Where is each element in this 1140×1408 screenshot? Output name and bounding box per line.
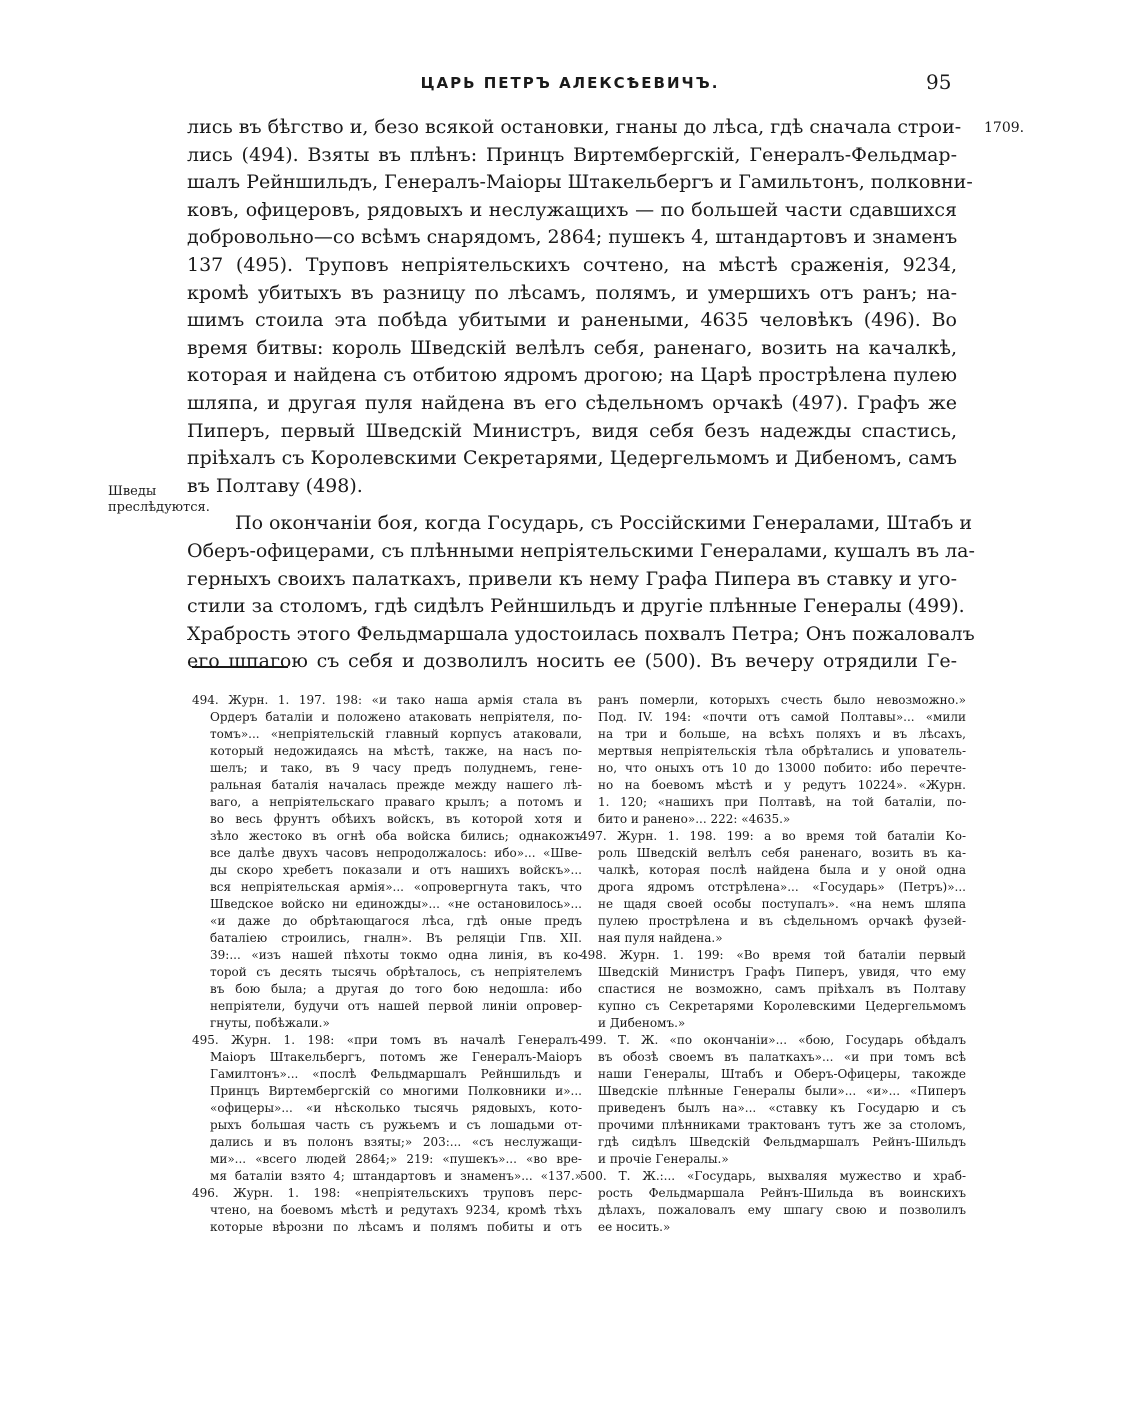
footnote-line: 500. Т. Ж.:... «Государь, выхваляя мужество и храб- [580,1169,966,1183]
footnote-line: ми»... «всего людей 2864;» 219: «пушекъ»... «во вре- [210,1152,582,1166]
footnote-line: чалкѣ, которая послѣ найдена была и у оной одна [598,863,966,877]
footnote-line: ваго, а непріятельскаго праваго крылъ; а потомъ и [210,795,582,809]
body-line: его шпагою съ себя и дозволилъ носить ее (500). Въ вечеру отрядили Ге- [187,650,957,673]
footnote-line: но, что оныхъ отъ 10 до 13000 побито: ибо перечте- [598,761,966,775]
margin-side-note: Шведы преслѣдуются. [108,484,210,515]
footnote-line: Гамилтонъ»... «послѣ Фельдмаршалъ Рейншильдъ и [210,1067,582,1081]
footnote-line: но на боевомъ мѣстѣ и у редутъ 10224». «Журн. [598,778,966,792]
footnote-line: 494. Журн. 1. 197. 198: «и тако наша армія стала въ [192,693,582,707]
footnote-line: 498. Журн. 1. 199: «Во время той баталіи первый [580,948,966,962]
footnote-line: бито и ранено»... 222: «4635.» [598,812,791,826]
body-line: добровольно—со всѣмъ снарядомъ, 2864; пушекъ 4, штандартовъ и знаменъ [187,226,958,249]
body-text [187,114,975,676]
footnote-line: Шведскій Министръ Графъ Пиперъ, увидя, что ему [598,965,966,979]
footnote-line: роль Шведскій велѣлъ себя раненаго, возить въ ка- [598,846,966,860]
footnote-line: гнуты, побѣжали.» [210,1016,330,1030]
body-line: По окончаніи боя, когда Государь, съ Россійскими Генералами, Штабъ и [235,512,973,535]
footnote-line: во весь фрунтъ обѣихъ войскъ, въ которой хотя и [210,812,582,826]
footnote-line: 495. Журн. 1. 198: «при томъ въ началѣ Генералъ- [192,1033,582,1047]
footnote-line: 497. Журн. 1. 198. 199: а во время той баталіи Ко- [580,829,966,843]
footnote-line: Шведское войско ни единожды»... «не остановилось»... [210,897,582,911]
footnote-line: не щадя своей особы поступалъ». «на немъ шляпа [598,897,966,911]
footnote-line: Под. IV. 194: «почти отъ самой Полтавы»... «мили [598,710,966,724]
footnote-line: спастися не возможно, самъ пріѣхалъ въ Полтаву [598,982,966,996]
footnote-line: ная пуля найдена.» [598,931,723,945]
footnote-line: дрога ядромъ отстрѣлена»... «Государь» (Петръ)»... [598,880,966,894]
footnote-line: все далѣе двухъ часовъ непродолжалось: ибо»... «Шве- [210,846,582,860]
footnote-line: чтено, на боевомъ мѣстѣ и редутахъ 9234, кромѣ тѣхъ [210,1203,582,1217]
footnote-line: Маіоръ Штакельбергъ, потомъ же Генералъ-Маіоръ [210,1050,582,1064]
footnote-line: ды скоро хребетъ показали и отъ нашихъ войскъ»... [210,863,582,877]
footnote-line: рыхъ большая часть съ ружьемъ и съ лошадьми от- [210,1118,582,1132]
footnote-line: непріятели, будучи отъ нашей первой линіи опровер- [210,999,582,1013]
footnote-line: ее носить.» [598,1220,671,1234]
body-line: шляпа, и другая пуля найдена въ его сѣдельномъ орчакѣ (497). Графъ же [187,391,957,414]
footnote-line: «офицеры»... «и нѣсколько тысячь рядовыхъ, кото- [210,1101,582,1115]
footnote-line: наши Генералы, Штабъ и Оберъ-Офицеры, такожде [598,1067,966,1081]
body-line: Храбрость этого Фельдмаршала удостоилась похвалъ Петра; Онъ пожаловалъ [187,622,975,645]
footnote-line: Ордеръ баталіи и положено атаковать непріятеля, по- [210,710,582,724]
footnote-line: томъ»... «непріятельскій главный корпусъ атаковали, [210,727,582,741]
footnote-line: баталіею строились, гналн». Въ реляціи Гпв. XII. [210,931,582,945]
footnote-line: который недожидаясь на мѣстѣ, также, на насъ по- [210,744,582,758]
body-line: 137 (495). Труповъ непріятельскихъ сочтено, на мѣстѣ сраженія, 9234, [187,253,957,276]
body-line: шимъ стоила эта побѣда убитыми и ранеными, 4635 человѣкъ (496). Во [187,309,957,332]
footnote-line: въ бою была; а другая до того бою недошла: ибо [210,982,582,996]
footnote-line: торой съ десять тысячь обрѣталось, съ непріятелемъ [210,965,582,979]
footnote-line: въ обозѣ своемъ въ палаткахъ»... «и при томъ всѣ [598,1050,966,1064]
footnote-line: мя баталіи взято 4; штандартовъ и знаменъ»... «137.» [210,1169,582,1183]
footnotes-right-column [580,692,966,1236]
footnote-line: Принцъ Виртембергскій со многими Полковники и»... [210,1084,582,1098]
page-number: 95 [926,70,952,94]
body-line: шалъ Рейншильдъ, Генералъ-Маіоры Штакельбергъ и Гамильтонъ, полковни- [187,171,973,194]
footnote-line: дались и въ полонъ взяты;» 203:... «съ неслужащи- [210,1135,582,1149]
footnote-line: и прочіе Генералы.» [598,1152,729,1166]
body-line: Оберъ-офицерами, съ плѣнными непріятельскими Генералами, кушалъ въ ла- [187,539,975,562]
footnote-line: рость Фельдмаршала Рейнъ-Шильда въ воинскихъ [598,1186,966,1200]
footnote-line: ранъ померли, которыхъ счесть было невозможно.» [598,693,966,707]
footnote-line: которые вѣрозни по лѣсамъ и полямъ побиты и отъ [210,1220,582,1234]
body-line: время битвы: король Шведскій велѣлъ себя, раненаго, возить на качалкѣ, [187,336,957,359]
footnote-separator [192,666,288,668]
footnote-line: на три и больше, на всѣхъ поляхъ и въ лѣсахъ, [598,727,966,741]
body-line: лись (494). Взяты въ плѣнъ: Принцъ Виртембергскій, Генералъ-Фельдмар- [187,143,957,166]
footnote-line: и Дибеномъ.» [598,1016,686,1030]
page-title: ЦАРЬ ПЕТРЪ АЛЕКСѢЕВИЧЪ. [420,74,720,92]
body-line: лись въ бѣгство и, безо всякой остановки, гнаны до лѣса, гдѣ сначала строи- [187,116,962,138]
footnotes-left-column [192,692,582,1236]
footnote-line: гдѣ сидѣлъ Шведскій Фельдмаршалъ Рейнъ-Шильдъ [598,1135,966,1149]
footnote-line: 499. Т. Ж. «по окончаніи»... «бою, Государь обѣдалъ [580,1033,966,1047]
footnote-line: приведенъ былъ на»... «ставку къ Государю и съ [598,1101,966,1115]
footnote-line: дѣлахъ, пожаловалъ ему шпагу свою и позволилъ [598,1203,966,1217]
body-line: стили за столомъ, гдѣ сидѣлъ Рейншильдъ и другіе плѣнные Генералы (499). [187,595,965,618]
footnote-line: купно съ Секретарями Королевскими Цедергельмомъ [598,999,966,1013]
body-line: ковъ, офицеровъ, рядовыхъ и неслужащихъ — по большей части сдавшихся [187,198,957,221]
body-line: кромѣ убитыхъ въ разницу по лѣсамъ, полямъ, и умершихъ отъ ранъ; на- [187,281,957,304]
body-line: Пиперъ, первый Шведскій Министръ, видя себя безъ надежды спастись, [187,419,957,442]
body-line: пріѣхалъ съ Королевскими Секретарями, Цедергельмомъ и Дибеномъ, самъ [187,447,957,470]
footnote-line: 39:... «изъ нашей пѣхоты токмо одна линія, въ ко- [210,948,582,962]
footnote-line: Шведскіе плѣнные Генералы были»... «и»... «Пиперъ [598,1084,966,1098]
footnote-line: мертвыя непріятельскія тѣла обрѣтались и упователь- [598,744,966,758]
body-line: герныхъ своихъ палаткахъ, привели къ нему Графа Пипера въ ставку и уго- [187,567,957,590]
margin-year: 1709. [984,120,1025,136]
footnote-line: 1. 120; «нашихъ при Полтавѣ, на той баталіи, по- [598,795,966,809]
footnote-line: зѣло жестоко въ огнѣ оба войска бились; однакожъ [210,829,582,843]
footnote-line: прочими плѣнниками трактованъ тутъ же за столомъ, [598,1118,966,1132]
footnote-line: 496. Журн. 1. 198: «непріятельскихъ труповъ перс- [192,1186,582,1200]
footnote-line: шелъ; и тако, въ 9 часу предъ полуднемъ, гене- [210,761,582,775]
footnote-line: пулею прострѣлена и въ сѣдельномъ орчакѣ фузей- [598,914,966,928]
footnote-line: вся непріятельская армія»... «опровергнута такъ, что [210,880,582,894]
footnote-line: ральная баталія началась прежде между нашего лѣ- [210,778,582,792]
body-line: которая и найдена съ отбитою ядромъ дрогою; на Царѣ прострѣлена пулею [187,364,957,387]
body-line: въ Полтаву (498). [187,474,363,497]
footnote-line: «и даже до обрѣтающагося лѣса, гдѣ оные предъ [210,914,582,928]
